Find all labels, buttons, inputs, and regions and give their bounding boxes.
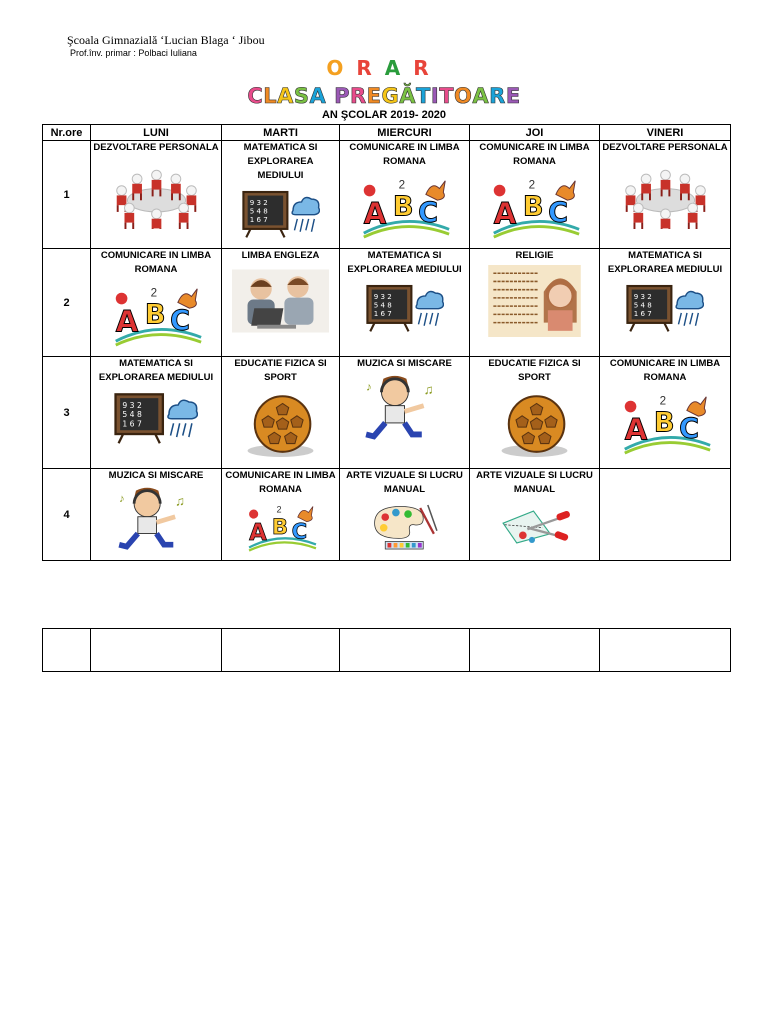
svg-text:B: B (392, 191, 414, 223)
prayer-card-icon (470, 265, 599, 342)
subject-label: ARTE VIZUALE SI LUCRU MANUAL (476, 470, 593, 495)
empty-cell (91, 629, 222, 672)
clasa-letter: P (334, 84, 350, 108)
svg-text:1 6 7: 1 6 7 (249, 214, 268, 224)
clasa-letter: C (247, 84, 264, 108)
empty-cell (470, 629, 600, 672)
lesson-cell (340, 141, 470, 249)
subject-label: COMUNICARE IN LIMBA ROMANA (100, 250, 212, 275)
math-board-icon (222, 185, 339, 248)
svg-text:2: 2 (659, 394, 666, 408)
lesson-cell (222, 357, 340, 469)
empty-cell (600, 629, 731, 672)
lesson-cell (470, 469, 600, 561)
clasa-letter: Ă (399, 84, 417, 108)
orar-letter: O (326, 56, 357, 80)
svg-text:A: A (115, 304, 138, 339)
subject-label: MUZICA SI MISCARE (357, 358, 452, 369)
clasa-letter: R (489, 84, 506, 108)
svg-text:9 3 2: 9 3 2 (122, 401, 142, 411)
table-row (43, 249, 731, 357)
lesson-cell (470, 249, 600, 357)
ball-icon (470, 387, 599, 464)
school-name: Şcoala Gimnazială ‘Lucian Blaga ‘ Jibou (67, 33, 265, 47)
lesson-cell (600, 357, 731, 469)
lesson-cell (222, 249, 340, 357)
svg-text:9 3 2: 9 3 2 (249, 197, 268, 207)
subject-label: COMUNICARE IN LIMBA ROMANA (225, 470, 336, 495)
svg-text:B: B (653, 407, 675, 439)
palette-icon (340, 499, 469, 560)
lesson-number: 3 (43, 357, 91, 469)
svg-text:2: 2 (150, 286, 157, 300)
empty-row-table (42, 628, 731, 672)
subject-label: COMUNICARE IN LIMBA ROMANA (479, 142, 590, 167)
scissors-icon (470, 499, 599, 560)
clasa-letter: S (293, 84, 310, 108)
svg-text:9 3 2: 9 3 2 (633, 291, 652, 301)
school-year: AN ŞCOLAR 2019- 2020 (321, 109, 447, 121)
abc-icon (600, 387, 730, 464)
table-row (43, 469, 731, 561)
lesson-number: 4 (43, 469, 91, 561)
abc-icon (470, 171, 599, 248)
header-nr-ore: Nr.ore (43, 125, 91, 141)
subject-label: MATEMATICA SI EXPLORAREA MEDIULUI (243, 142, 318, 181)
empty-cell (222, 629, 340, 672)
svg-text:B: B (522, 191, 544, 223)
svg-text:2: 2 (528, 178, 536, 192)
lesson-number: 1 (43, 141, 91, 249)
svg-text:5 4 8: 5 4 8 (122, 410, 142, 420)
empty-cell (340, 629, 470, 672)
timetable (42, 124, 731, 561)
subject-label: COMUNICARE IN LIMBA ROMANA (349, 142, 460, 167)
svg-text:5 4 8: 5 4 8 (249, 206, 268, 216)
svg-text:1 6 7: 1 6 7 (122, 419, 142, 429)
header-day: VINERI (600, 125, 731, 141)
svg-text:♫: ♫ (174, 493, 185, 509)
subject-label: MATEMATICA SI EXPLORAREA MEDIULUI (347, 250, 462, 275)
clasa-letter: L (263, 84, 278, 108)
subject-label: MATEMATICA SI EXPLORAREA MEDIULUI (607, 250, 723, 275)
subject-label: COMUNICARE IN LIMBA ROMANA (609, 358, 721, 383)
title-orar (0, 56, 768, 80)
kids-laptop-icon (222, 265, 339, 342)
svg-text:5 4 8: 5 4 8 (373, 300, 392, 310)
math-board-icon (91, 387, 221, 454)
svg-text:C: C (418, 197, 439, 229)
math-board-icon (340, 279, 469, 342)
subject-label: DEZVOLTARE PERSONALA (602, 142, 728, 153)
orar-letter: R (413, 56, 442, 80)
lesson-cell (340, 357, 470, 469)
teacher-name: Prof.înv. primar : Polbaci Iuliana (70, 48, 197, 58)
svg-text:9 3 2: 9 3 2 (373, 291, 392, 301)
clasa-letter: R (350, 84, 367, 108)
clasa-letter: T (439, 84, 455, 108)
orar-letter: A (384, 56, 414, 80)
subject-label: MUZICA SI MISCARE (108, 470, 204, 481)
lesson-cell (91, 469, 222, 561)
lesson-cell (91, 249, 222, 357)
subject-label: ARTE VIZUALE SI LUCRU MANUAL (346, 470, 463, 495)
subject-label: DEZVOLTARE PERSONALA (93, 142, 219, 153)
music-boy-icon (91, 485, 221, 560)
lesson-cell (470, 357, 600, 469)
svg-text:A: A (624, 412, 647, 447)
table-row (43, 141, 731, 249)
lesson-number: 2 (43, 249, 91, 357)
people-circle-icon (91, 157, 221, 234)
lesson-cell (600, 469, 731, 561)
svg-text:5 4 8: 5 4 8 (633, 300, 652, 310)
svg-text:A: A (248, 519, 267, 546)
svg-text:2: 2 (275, 504, 282, 515)
lesson-cell (222, 141, 340, 249)
svg-text:C: C (548, 197, 569, 229)
clasa-letter: A (277, 84, 294, 108)
header-day: MARTI (222, 125, 340, 141)
header-day: JOI (470, 125, 600, 141)
clasa-letter: A (309, 84, 327, 108)
empty-cell (43, 629, 91, 672)
svg-text:A: A (493, 196, 517, 231)
svg-text:♪: ♪ (118, 492, 125, 505)
math-board-icon (600, 279, 730, 342)
svg-text:♪: ♪ (366, 381, 372, 394)
clasa-letter: E (505, 84, 521, 108)
clasa-letter: A (472, 84, 490, 108)
clasa-letter: I (430, 84, 440, 108)
svg-text:1 6 7: 1 6 7 (373, 308, 392, 318)
svg-text:C: C (291, 519, 307, 545)
clasa-letter: O (454, 84, 473, 108)
lesson-cell (222, 469, 340, 561)
people-circle-icon (600, 157, 730, 234)
abc-icon (91, 279, 221, 356)
subject-label: EDUCATIE FIZICA SI SPORT (234, 358, 327, 383)
table-row (43, 357, 731, 469)
abc-icon (340, 171, 469, 248)
abc-icon (222, 499, 339, 560)
subject-label: EDUCATIE FIZICA SI SPORT (488, 358, 581, 383)
orar-letter: R (356, 56, 385, 80)
header-day: MIERCURI (340, 125, 470, 141)
lesson-cell (91, 357, 222, 469)
lesson-cell (91, 141, 222, 249)
svg-text:1 6 7: 1 6 7 (633, 308, 652, 318)
svg-text:B: B (271, 514, 288, 540)
ball-icon (222, 387, 339, 464)
clasa-letter (326, 84, 334, 108)
clasa-letter: G (381, 84, 400, 108)
title-clasa (0, 84, 768, 108)
subject-label: LIMBA ENGLEZA (241, 250, 320, 261)
lesson-cell (340, 249, 470, 357)
lesson-cell (600, 141, 731, 249)
svg-text:C: C (678, 413, 699, 445)
lesson-cell (340, 469, 470, 561)
subject-label: MATEMATICA SI EXPLORAREA MEDIULUI (98, 358, 214, 383)
svg-text:C: C (169, 305, 190, 337)
lesson-cell (470, 141, 600, 249)
svg-text:2: 2 (398, 178, 406, 192)
svg-text:B: B (144, 299, 166, 331)
music-boy-icon (340, 373, 469, 450)
clasa-letter: T (416, 84, 431, 108)
svg-text:♫: ♫ (423, 382, 434, 398)
header-day: LUNI (91, 125, 222, 141)
clasa-letter: E (366, 84, 382, 108)
svg-text:A: A (363, 196, 387, 231)
subject-label: RELIGIE (515, 250, 554, 261)
lesson-cell (600, 249, 731, 357)
